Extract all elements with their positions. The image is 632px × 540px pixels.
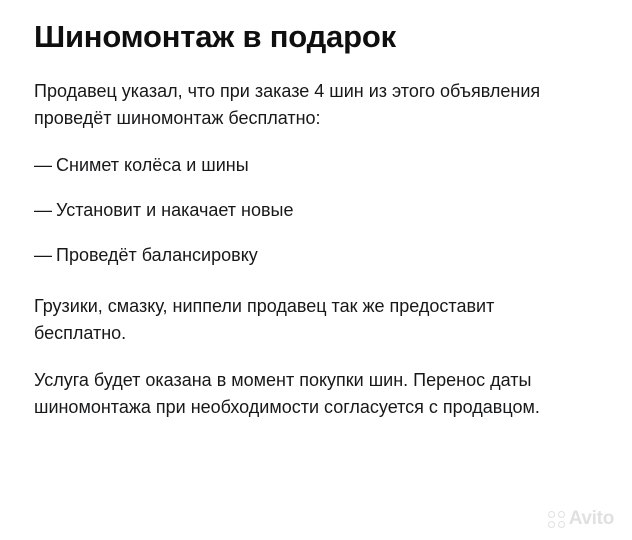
dash-bullet-icon: — bbox=[34, 245, 52, 265]
watermark-label: Avito bbox=[568, 508, 614, 529]
extras-paragraph: Грузики, смазку, ниппели продавец так же предоставит бесплатно. bbox=[34, 296, 495, 343]
page-title: Шиномонтаж в подарок bbox=[34, 19, 396, 54]
intro-paragraph: Продавец указал, что при заказе 4 шин из этого объявления проведёт шиномонтаж бесплатно: bbox=[34, 81, 541, 128]
list-item bbox=[34, 242, 598, 269]
timing-paragraph: Услуга будет оказана в момент покупки шин. Перенос даты шиномонтажа при необходимости согласуется с продавцом. bbox=[34, 370, 540, 417]
avito-logo-icon bbox=[548, 511, 565, 528]
list-item-label: Установит и накачает новые bbox=[56, 200, 294, 220]
list-item-label: Снимет колёса и шины bbox=[56, 155, 249, 175]
service-list bbox=[34, 152, 598, 269]
watermark bbox=[548, 508, 614, 530]
list-item-label: Проведёт балансировку bbox=[56, 245, 258, 265]
list-item bbox=[34, 152, 598, 179]
dash-bullet-icon: — bbox=[34, 155, 52, 175]
list-item bbox=[34, 197, 598, 224]
dash-bullet-icon: — bbox=[34, 200, 52, 220]
